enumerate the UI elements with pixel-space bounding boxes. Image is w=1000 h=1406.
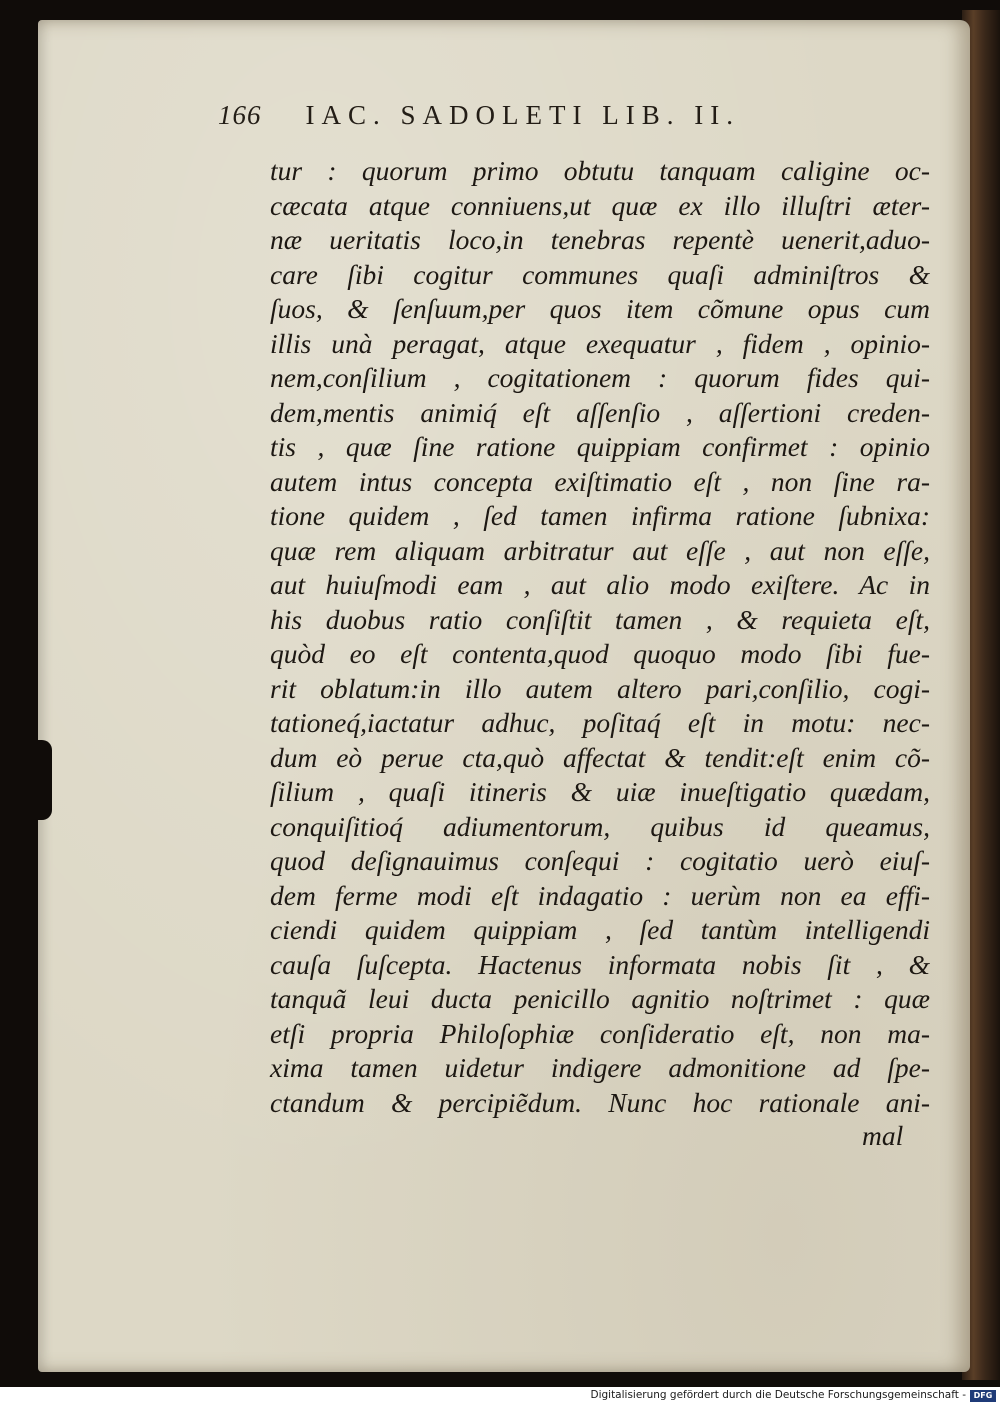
text-line: aut huiuſmodi eam , aut alio modo exiſtere. Ac in xyxy=(270,569,930,600)
text-line: rit oblatum:in illo autem altero pari,conſilio, cogi- xyxy=(270,672,930,704)
text-line: xima tamen uidetur indigere admonitione ad ſpe- xyxy=(270,1052,930,1083)
text-line: tione quidem , ſed tamen infirma ratione ſubnixa: xyxy=(270,500,930,531)
text-line: care ſibi cogitur communes quaſi adminiſtros & xyxy=(270,258,930,290)
text-line: tur : quorum primo obtutu tanquam caligine oc- xyxy=(270,155,930,186)
text-line: autem intus concepta exiſtimatio eſt , non ſine ra- xyxy=(270,465,930,497)
text-line: quod deſignauimus conſequi : cogitatio uerò eiuſ- xyxy=(270,845,930,876)
body-text xyxy=(270,154,930,1120)
text-line: etſi propria Philoſophiæ conſideratio eſt, non ma- xyxy=(270,1017,930,1049)
text-line: dem,mentis animiq́ eſt aſſenſio , aſſertioni creden- xyxy=(270,396,930,428)
dfg-logo-icon: DFG xyxy=(970,1390,996,1402)
running-head: IAC. SADOLETI LIB. II. xyxy=(305,100,740,130)
text-line: quòd eo eſt contenta,quod quoquo modo ſibi fue- xyxy=(270,638,930,669)
footer-bar xyxy=(0,1387,1000,1406)
page-header xyxy=(218,100,878,144)
text-line: cauſa ſuſcepta. Hactenus informata nobis ſit , & xyxy=(270,948,930,980)
text-line: tanquã leui ducta penicillo agnitio noſtrimet : quæ xyxy=(270,983,930,1014)
text-line: conquiſitioq́ adiumentorum, quibus id queamus, xyxy=(270,810,930,842)
text-line: illis unà peragat, atque exequatur , fidem , opinio- xyxy=(270,327,930,359)
text-line: næ ueritatis loco,in tenebras repentè uenerit,aduo- xyxy=(270,224,930,255)
text-line: dem ferme modi eſt indagatio : uerùm non ea effi- xyxy=(270,879,930,911)
page-number: 166 xyxy=(218,100,262,130)
text-line: ſuos, & ſenſuum,per quos item cõmune opus cum xyxy=(270,293,930,324)
text-line: nem,conſilium , cogitationem : quorum fides qui- xyxy=(270,362,930,393)
text-line: ctandum & percipiẽdum. Nunc hoc rationale ani- xyxy=(270,1086,930,1118)
text-line: ſilium , quaſi itineris & uiæ inueſtigatio quædam, xyxy=(270,776,930,807)
text-line: tis , quæ ſine ratione quippiam confirmet : opinio xyxy=(270,431,930,462)
text-line: dum eò perue cta,quò affectat & tendit:eſt enim cõ- xyxy=(270,741,930,773)
page-edge-notch xyxy=(38,740,52,820)
catchword: mal xyxy=(862,1120,904,1151)
funding-credit: Digitalisierung gefördert durch die Deutsche Forschungsgemeinschaft - xyxy=(590,1389,966,1401)
text-line: his duobus ratio conſiſtit tamen , & requieta eſt, xyxy=(270,603,930,635)
text-line: tationeq́,iactatur adhuc, poſitaq́ eſt in motu: nec- xyxy=(270,707,930,738)
text-line: ciendi quidem quippiam , ſed tantùm intelligendi xyxy=(270,914,930,945)
text-line: quæ rem aliquam arbitratur aut eſſe , aut non eſſe, xyxy=(270,534,930,566)
text-line: cæcata atque conniuens,ut quæ ex illo illuſtri æter- xyxy=(270,189,930,221)
